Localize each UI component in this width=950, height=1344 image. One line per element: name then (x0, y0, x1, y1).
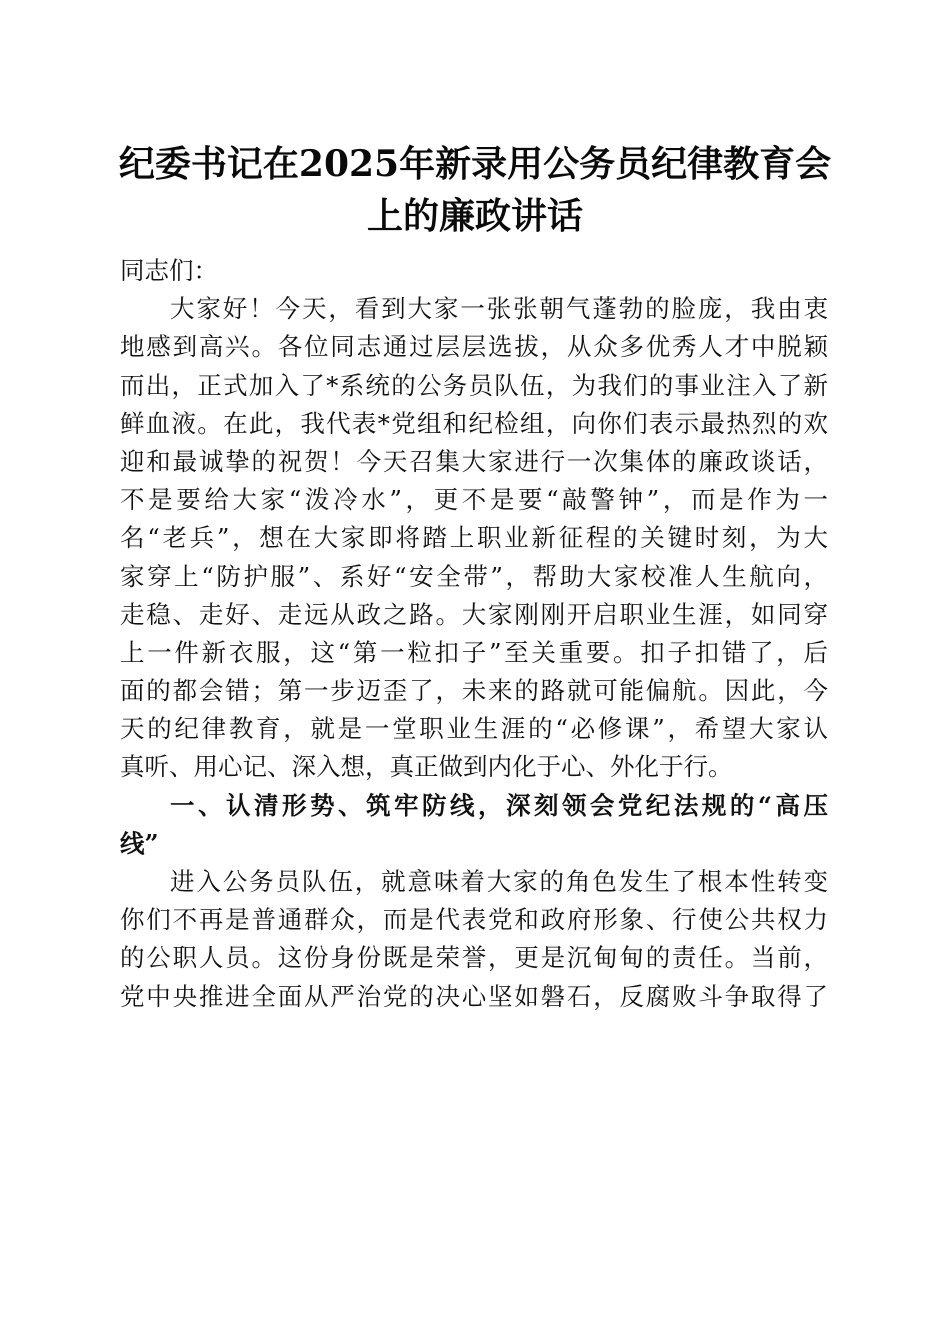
paragraph-line: 党中央推进全面从严治党的决心坚如磐石，反腐败斗争取得了 (120, 981, 828, 1011)
paragraph-line: 的公职人员。这份身份既是荣誉，更是沉甸甸的责任。当前， (120, 943, 828, 973)
paragraph-line: 地感到高兴。各位同志通过层层选拔，从众多优秀人才中脱颖 (120, 332, 828, 362)
paragraph-line: 家穿上“防护服”、系好“安全带”，帮助大家校准人生航向， (120, 561, 828, 591)
paragraph-1 (120, 290, 828, 786)
heading-line: 线” (120, 828, 159, 858)
heading-line: 一、认清形势、筑牢防线，深刻领会党纪法规的“高压 (170, 790, 828, 820)
paragraph-line: 真听、用心记、深入想，真正做到内化于心、外化于行。 (120, 752, 733, 782)
paragraph-line: 上一件新衣服，这“第一粒扣子”至关重要。扣子扣错了，后 (120, 637, 828, 667)
paragraph-line: 名“老兵”，想在大家即将踏上职业新征程的关键时刻，为大 (120, 523, 828, 553)
salutation: 同志们： (120, 256, 218, 285)
document-body (120, 252, 828, 1016)
paragraph-line: 大家好！今天，看到大家一张张朝气蓬勃的脸庞，我由衷 (170, 294, 828, 324)
title-line-2: 上的廉政讲话 (366, 195, 583, 237)
paragraph-line: 你们不再是普通群众，而是代表党和政府形象、行使公共权力 (120, 905, 828, 935)
paragraph-line: 进入公务员队伍，就意味着大家的角色发生了根本性转变 (170, 867, 828, 896)
paragraph-line: 鲜血液。在此，我代表*党组和纪检组，向你们表示最热烈的欢 (120, 408, 828, 438)
paragraph-line: 而出，正式加入了*系统的公务员队伍，为我们的事业注入了新 (120, 370, 828, 400)
paragraph-line: 迎和最诚挚的祝贺！今天召集大家进行一次集体的廉政谈话， (120, 446, 828, 476)
title-line-1: 纪委书记在2025年新录用公务员纪律教育会 (118, 143, 832, 185)
document-title (118, 138, 832, 242)
paragraph-2 (120, 863, 828, 1016)
paragraph-line: 不是要给大家“泼冷水”，更不是要“敲警钟”，而是作为一 (120, 485, 828, 515)
paragraph-line: 天的纪律教育，就是一堂职业生涯的“必修课”，希望大家认 (120, 714, 828, 744)
paragraph-line: 走稳、走好、走远从政之路。大家刚刚开启职业生涯，如同穿 (120, 599, 828, 629)
paragraph-line: 面的都会错；第一步迈歪了，未来的路就可能偏航。因此，今 (120, 676, 828, 706)
section-heading-1 (120, 787, 828, 863)
